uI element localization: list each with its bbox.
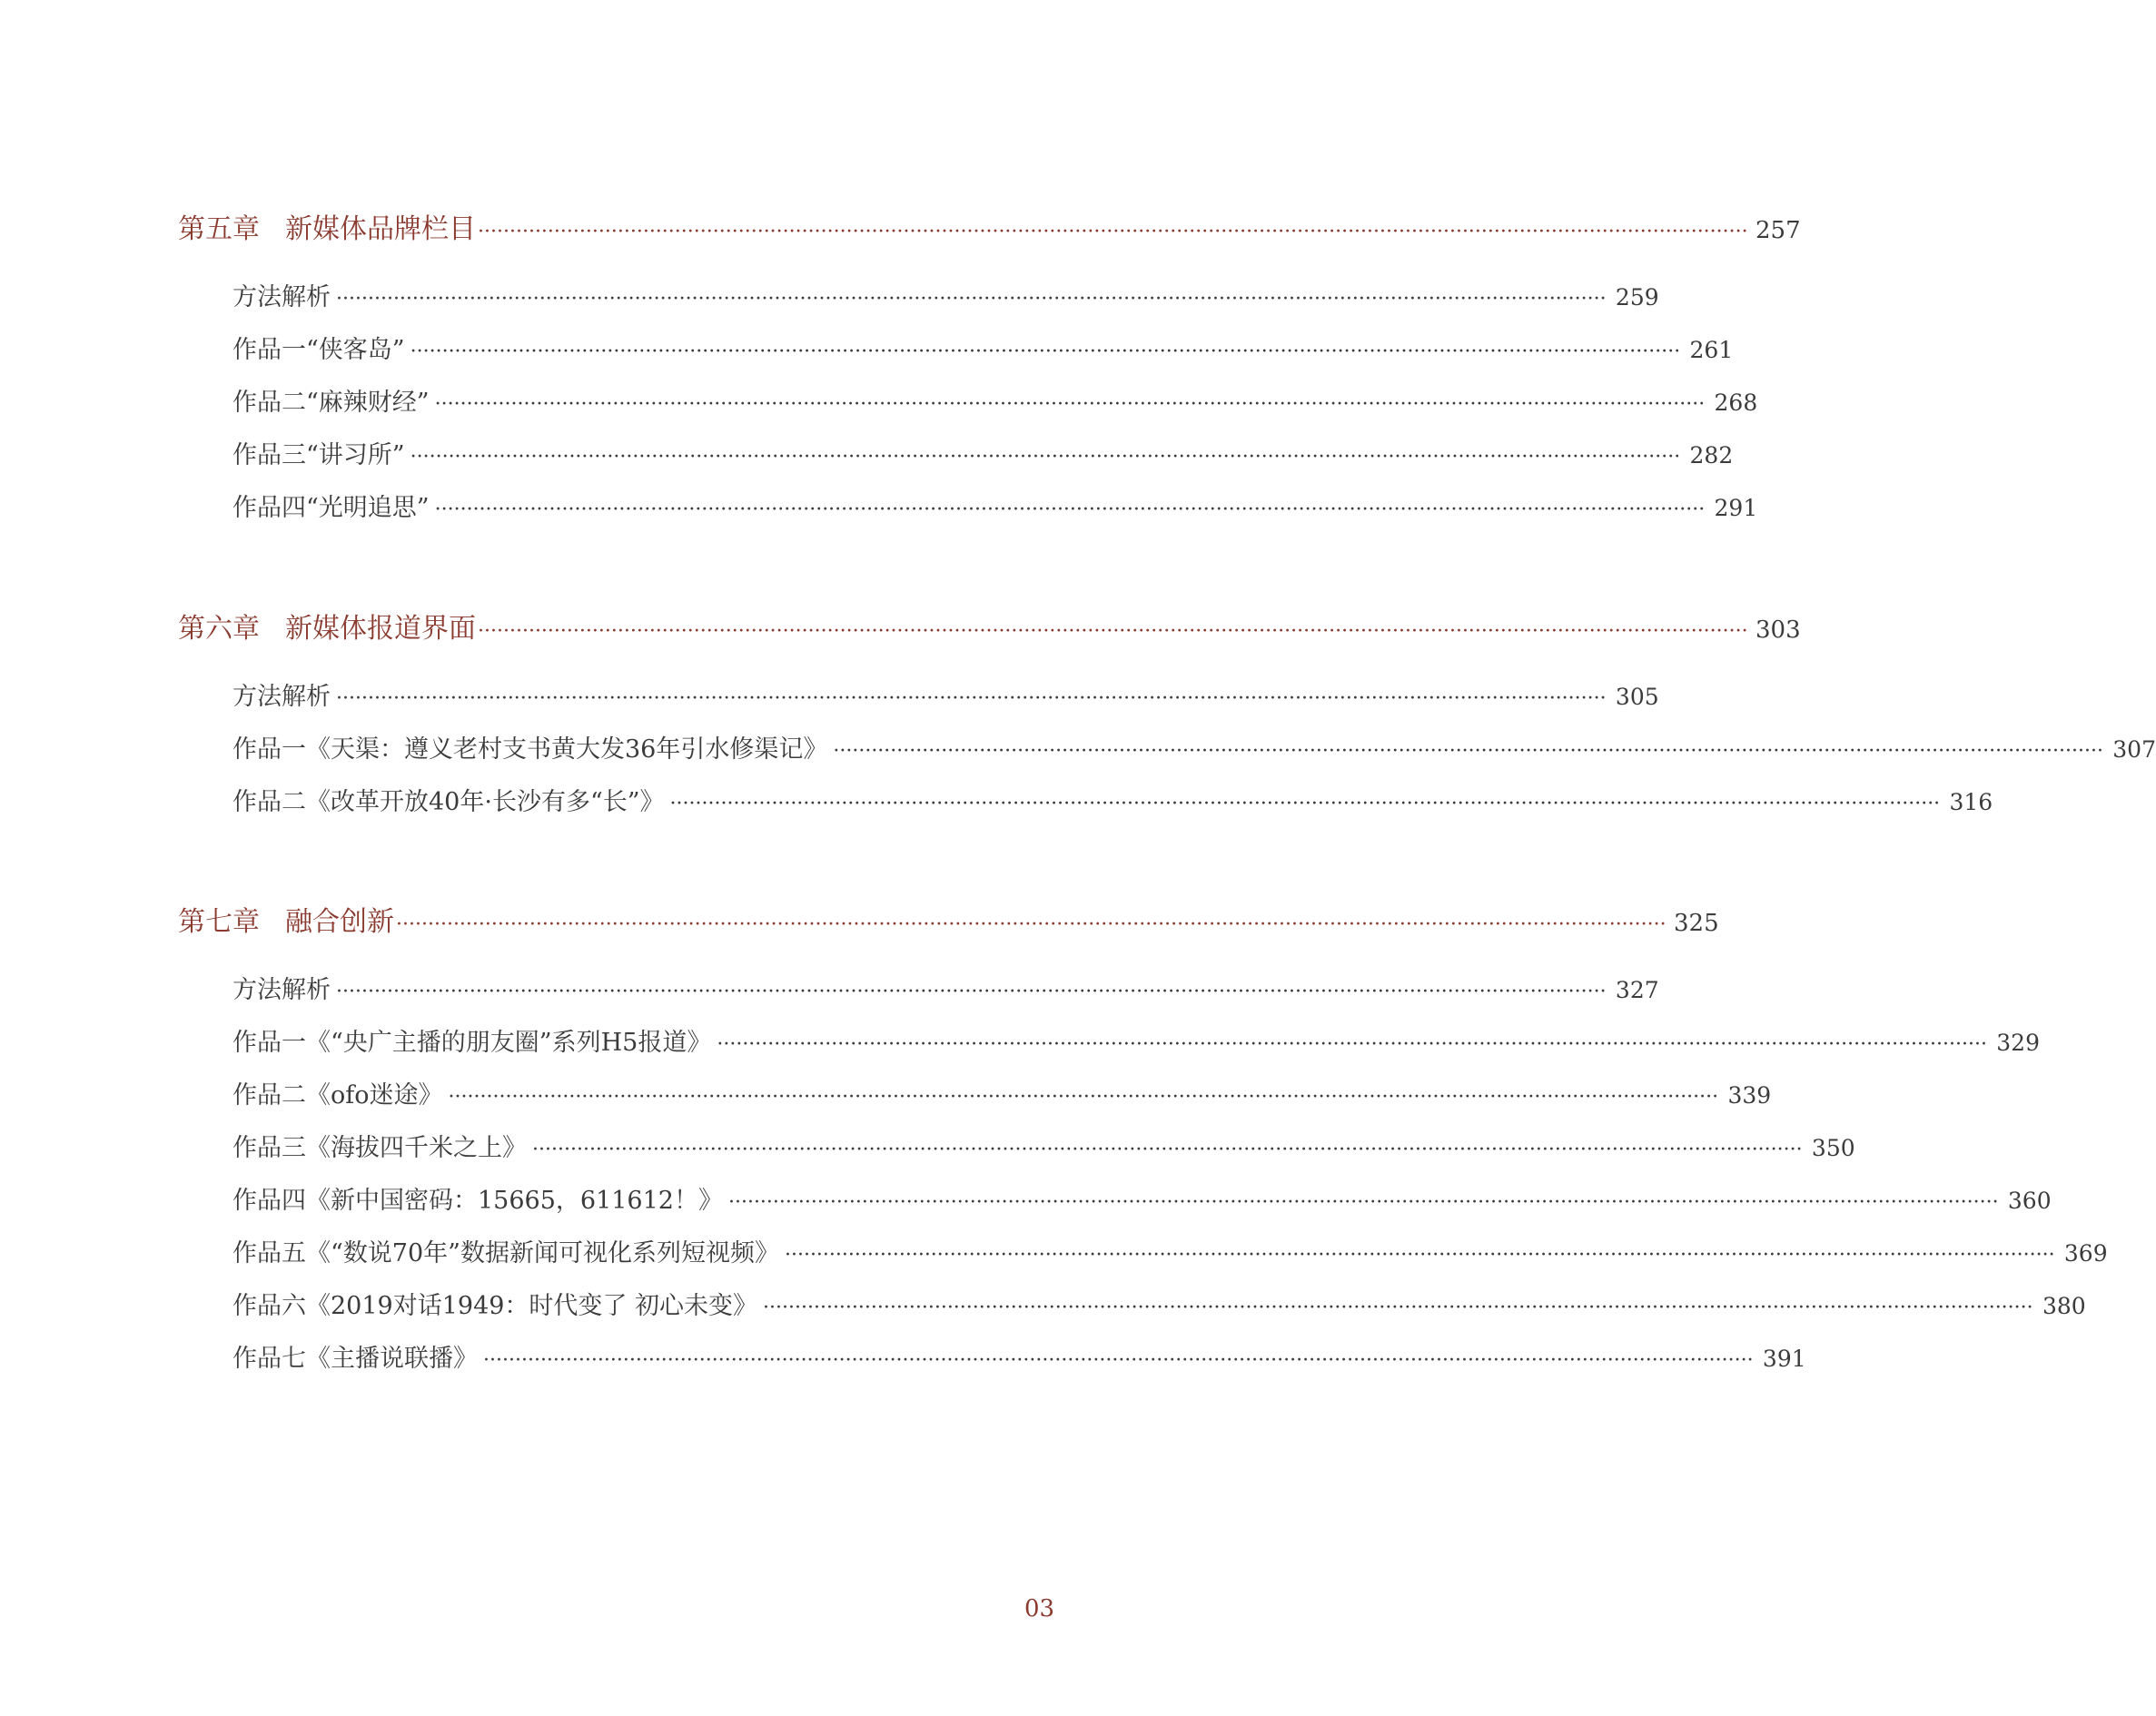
toc-entry-label: 作品二《ofo迷途》 [232,1081,443,1109]
toc-entry-label: 方法解析 [232,283,331,311]
chapter-five [178,202,1801,535]
chapter-heading-label [178,895,394,950]
toc-entry-page: 339 [1727,1082,1772,1109]
chapter-seven [178,895,2108,1386]
dot-leader: ········································································································································································································ [410,446,1681,468]
chapter-number: 第五章 [178,213,260,245]
dot-leader: ········································································································································································································ [478,620,1748,643]
chapter-page-number: 257 [1755,217,1801,244]
toc-entry[interactable] [232,1122,1855,1175]
toc-entry-label: 作品一《“央广主播的朋友圈”系列H5报道》 [232,1029,712,1057]
toc-entry[interactable] [232,1228,2108,1280]
toc-entry-page: 261 [1689,337,1734,363]
dot-leader: ········································································································································································································ [396,913,1666,936]
toc-entry[interactable] [232,1333,1806,1386]
chapter-title: 新媒体品牌栏目 [285,213,476,245]
toc-entry[interactable] [232,271,1659,324]
dot-leader: ········································································································································································································ [784,1244,2055,1267]
toc-entry[interactable] [232,1175,2052,1228]
toc-entry-page: 329 [1996,1030,2040,1056]
dot-leader: ········································································································································································································ [448,1086,1719,1109]
toc-entry-page: 350 [1811,1135,1855,1161]
toc-entry-label: 方法解析 [232,976,331,1004]
chapter-heading-label [178,202,476,257]
toc-entry-label: 作品二《改革开放40年·长沙有多“长”》 [232,788,665,816]
chapter-title: 融合创新 [285,906,394,938]
dot-leader: ········································································································································································································ [478,221,1748,243]
dot-leader: ········································································································································································································ [336,288,1607,311]
dot-leader: ········································································································································································································ [336,981,1607,1003]
chapter-heading[interactable] [178,202,1801,257]
chapter-number: 第七章 [178,906,260,938]
toc-entry-label: 作品四《新中国密码：15665，611612！》 [232,1187,723,1215]
chapter-number: 第六章 [178,613,260,645]
toc-entry[interactable] [232,429,1734,482]
toc-entry-label: 作品三“讲习所” [232,441,405,469]
toc-entry-page: 369 [2063,1240,2108,1267]
chapter-six [178,602,2156,829]
toc-entry-page: 307 [2112,736,2156,763]
toc-entry[interactable] [232,1280,2086,1333]
toc-entry-label: 作品六《2019对话1949：时代变了 初心未变》 [232,1292,758,1320]
toc-entry-label: 作品一“侠客岛” [232,336,405,364]
dot-leader: ········································································································································································································ [717,1033,1987,1056]
chapter-heading-label [178,602,476,656]
dot-leader: ········································································································································································································ [833,740,2103,763]
toc-entry[interactable] [232,1017,2040,1070]
toc-entry[interactable] [232,482,1758,535]
toc-entry-page: 327 [1615,977,1659,1003]
dot-leader: ········································································································································································································ [434,498,1706,521]
toc-entry[interactable] [232,671,1659,724]
toc-entry-page: 282 [1689,442,1734,468]
toc-entry-label: 方法解析 [232,683,331,711]
toc-entry-page: 391 [1762,1346,1806,1372]
chapter-page-number: 325 [1674,910,1719,937]
toc-entry-label: 作品四“光明追思” [232,494,430,522]
dot-leader: ········································································································································································································ [336,687,1607,710]
dot-leader: ········································································································································································································ [434,393,1706,416]
toc-entry-page: 305 [1615,684,1659,710]
toc-entry-label: 作品五《“数说70年”数据新闻可视化系列短视频》 [232,1239,779,1267]
toc-entry[interactable] [232,324,1734,377]
page-folio: 03 [1024,1595,1055,1622]
dot-leader: ········································································································································································································ [532,1139,1803,1161]
dot-leader: ········································································································································································································ [410,340,1681,363]
toc-entry-page: 259 [1615,284,1659,311]
chapter-page-number: 303 [1755,616,1801,644]
toc-entry[interactable] [232,776,1993,829]
toc-entry-page: 268 [1714,390,1758,416]
toc-entry-page: 380 [2042,1293,2086,1319]
dot-leader: ········································································································································································································ [483,1349,1754,1372]
toc-entry-page: 360 [2007,1188,2052,1214]
dot-leader: ········································································································································································································ [669,793,1941,815]
toc-entry[interactable] [232,377,1758,429]
toc-entry[interactable] [232,1070,1772,1122]
toc-entry-label: 作品一《天渠：遵义老村支书黄大发36年引水修渠记》 [232,735,828,764]
chapter-heading[interactable] [178,602,1801,656]
toc-entry-page: 316 [1949,789,1993,815]
toc-entry-page: 291 [1714,495,1758,521]
chapter-heading[interactable] [178,895,1719,950]
chapter-title: 新媒体报道界面 [285,613,476,645]
toc-entry-label: 作品三《海拔四千米之上》 [232,1134,527,1162]
toc-entry[interactable] [232,964,1659,1017]
toc-entry-label: 作品二“麻辣财经” [232,389,430,417]
dot-leader: ········································································································································································································ [763,1297,2033,1319]
toc-entry[interactable] [232,724,2156,776]
dot-leader: ········································································································································································································ [727,1191,1999,1214]
toc-entry-label: 作品七《主播说联播》 [232,1345,478,1373]
